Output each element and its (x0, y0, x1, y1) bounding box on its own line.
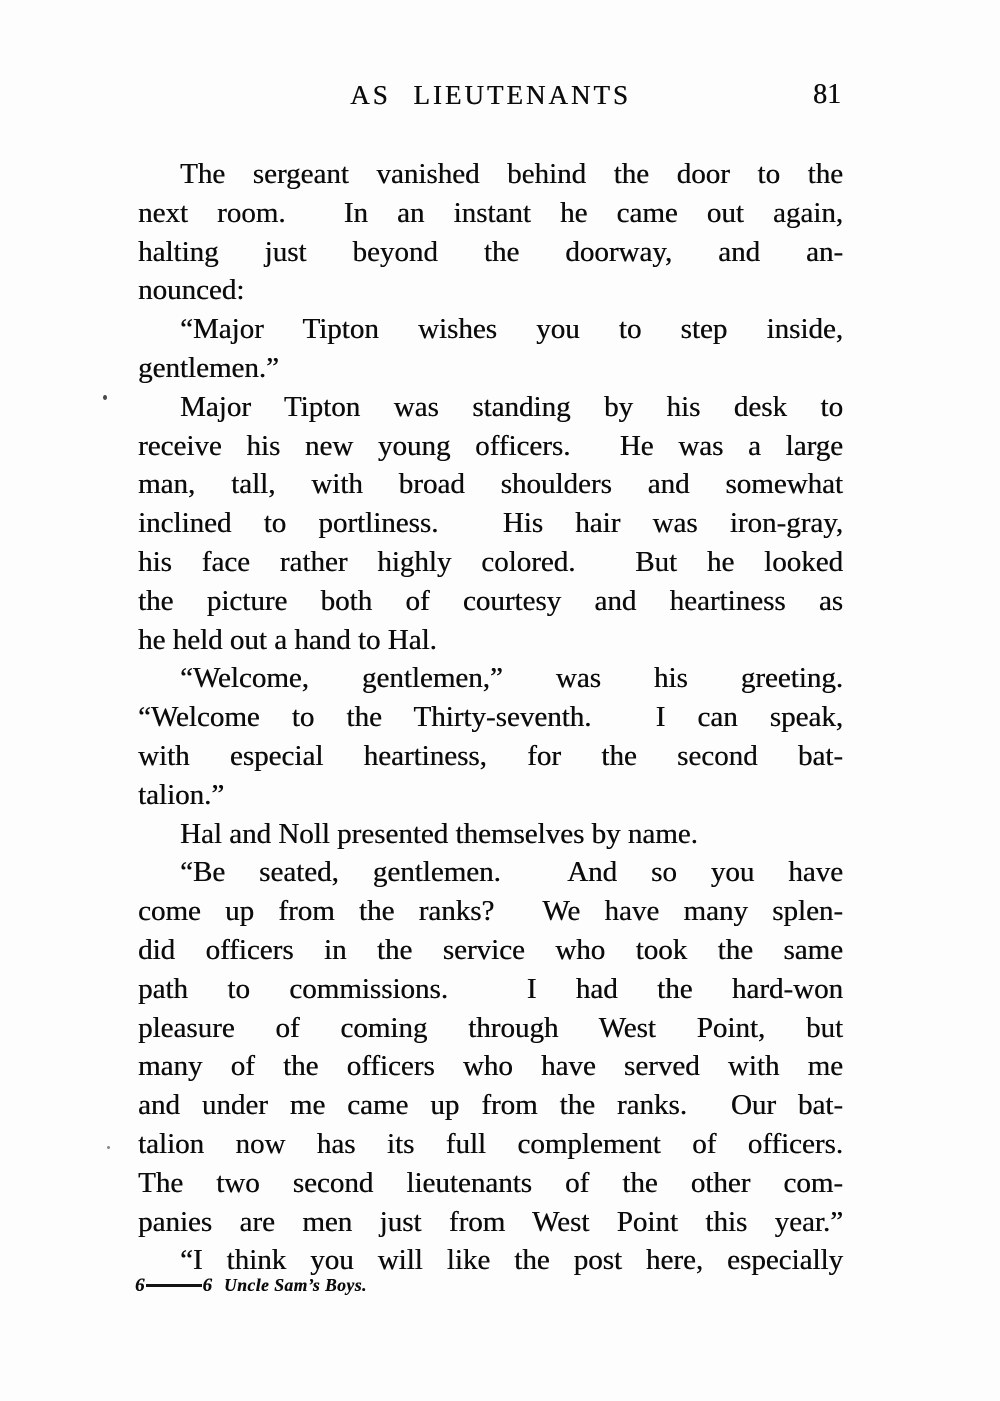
running-title: AS LIEUTENANTS (350, 80, 631, 110)
text-line: did officers in the service who took the same (138, 933, 843, 966)
text-line: many of the officers who have served with me (138, 1050, 843, 1083)
signature-line (135, 1272, 367, 1300)
text-line: the picture both of courtesy and heartiness as (138, 584, 843, 617)
page-text (138, 155, 843, 1280)
text-line: Major Tipton was standing by his desk to (180, 390, 843, 423)
text-line: “Welcome, gentlemen,” was his greeting. (180, 662, 843, 695)
signature-number-left: 6 (135, 1275, 145, 1296)
text-line: “Major Tipton wishes you to step inside, (180, 313, 843, 346)
text-line: pleasure of coming through West Point, but (138, 1011, 843, 1044)
text-line: his face rather highly colored. But he looked (138, 545, 843, 578)
text-line: The two second lieutenants of the other com- (138, 1166, 843, 1199)
text-line: talion now has its full complement of officers. (138, 1127, 843, 1160)
text-line: panies are men just from West Point this year.” (138, 1205, 843, 1238)
text-line: with especial heartiness, for the second bat- (138, 739, 843, 772)
series-title: Uncle Sam’s Boys. (224, 1275, 367, 1295)
page-number: 81 (813, 79, 841, 110)
text-line: inclined to portliness. His hair was iron-gray, (138, 507, 843, 540)
text-line: next room. In an instant he came out again, (138, 196, 843, 229)
scan-speck (107, 1146, 110, 1149)
signature-number-right: 6 (202, 1275, 212, 1296)
text-line: The sergeant vanished behind the door to the (180, 158, 843, 190)
text-line: path to commissions. I had the hard-won (138, 972, 843, 1005)
text-line: receive his new young officers. He was a large (138, 429, 843, 462)
text-line: “Be seated, gentlemen. And so you have (180, 856, 843, 889)
signature-dash (146, 1284, 202, 1287)
text-line: man, tall, with broad shoulders and somewhat (138, 468, 843, 501)
text-line: “Welcome to the Thirty-seventh. I can speak, (138, 701, 843, 734)
page-header (138, 80, 843, 114)
text-line: he held out a hand to Hal. (138, 623, 437, 656)
text-line: talion.” (138, 778, 225, 811)
text-line: and under me came up from the ranks. Our bat- (138, 1089, 843, 1122)
text-line: Hal and Noll presented themselves by name. (180, 817, 698, 850)
text-line: “I think you will like the post here, especially (180, 1244, 843, 1277)
text-line: nounced: (138, 274, 245, 307)
text-line: come up from the ranks? We have many splen- (138, 895, 843, 928)
text-line: gentlemen.” (138, 351, 279, 384)
scan-speck (103, 395, 107, 400)
text-line: halting just beyond the doorway, and an- (138, 235, 843, 268)
